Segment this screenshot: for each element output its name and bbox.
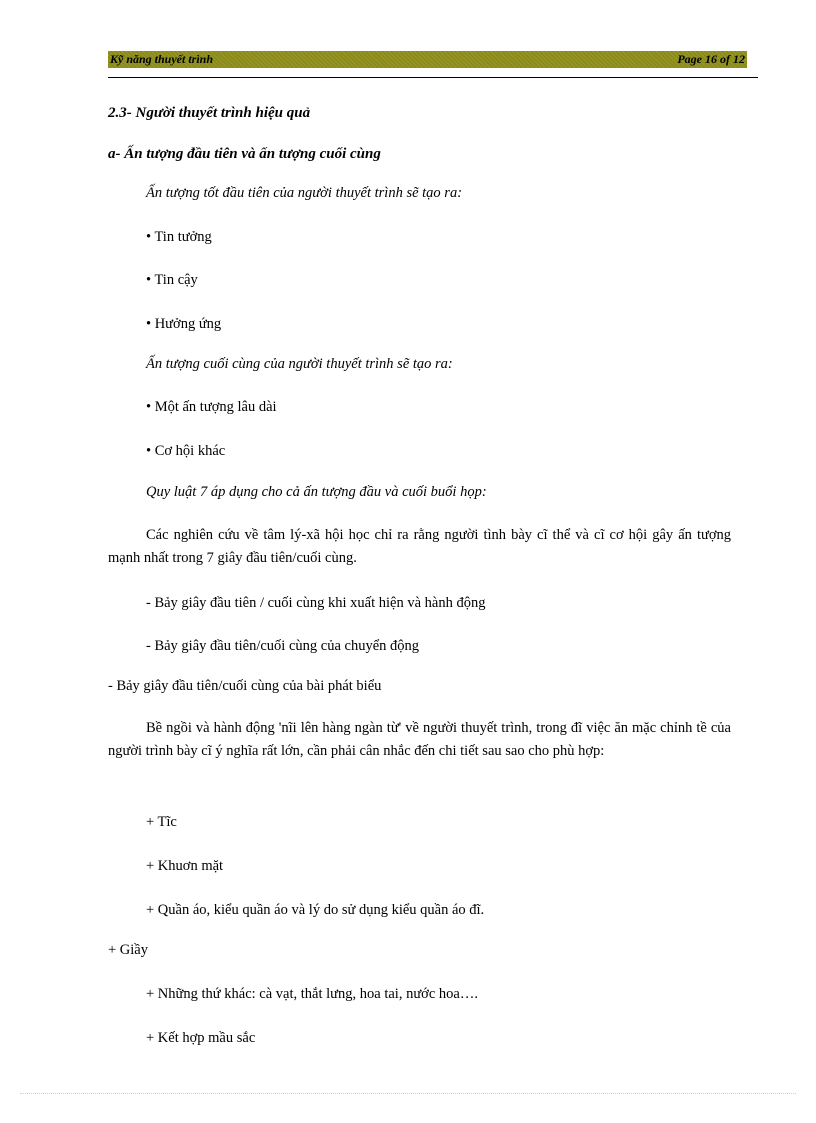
rule7-intro: Quy luật 7 áp dụng cho cả ấn tượng đầu và cuối buổi họp:	[146, 484, 487, 500]
header-page-number: Page 16 of 12	[677, 52, 745, 66]
list-item: • Cơ hội khác	[146, 443, 226, 459]
list-item: + Giầy	[108, 942, 148, 958]
header-band	[108, 51, 747, 68]
list-item: + Quần áo, kiểu quần áo và lý do sử dụng kiểu quần áo đĩ.	[146, 902, 485, 918]
list-item: • Tin tưởng	[146, 229, 212, 245]
first-impression-intro: Ấn tượng tốt đầu tiên của người thuyết trình sẽ tạo ra:	[146, 185, 463, 201]
footer-rule	[20, 1093, 796, 1094]
subsection-title: a- Ấn tượng đầu tiên và ấn tượng cuối cùng	[108, 146, 381, 162]
list-item: - Bảy giây đầu tiên/cuối cùng của chuyển động	[146, 638, 420, 654]
list-item: • Hưởng ứng	[146, 316, 222, 332]
list-item: - Bảy giây đầu tiên/cuối cùng của bài phát biểu	[108, 678, 382, 694]
section-title: 2.3- Người thuyết trình hiệu quả	[108, 105, 311, 121]
list-item: + Tĩc	[146, 814, 177, 830]
list-item: • Tin cậy	[146, 272, 198, 288]
appearance-paragraph: Bề ngồi và hành động 'nĩi lên hàng ngàn từ' về người thuyết trình, trong đĩ việc ăn mặc chỉnh tề của người trình bày cĩ ý nghĩa rất lớn, cần phải cân nhắc đến chi tiết sau sao cho phù hợp:	[108, 720, 731, 759]
header-rule	[108, 77, 758, 78]
last-impression-intro: Ấn tượng cuối cùng của người thuyết trình sẽ tạo ra:	[146, 356, 453, 372]
rule7-paragraph: Các nghiên cứu về tâm lý-xã hội học chỉ ra rằng người tình bày cĩ thể và cĩ cơ hội gây ấn tượng mạnh nhất trong 7 giây đầu tiên/cuối cùng.	[108, 527, 731, 566]
list-item: + Những thứ khác: cà vạt, thắt lưng, hoa tai, nước hoa….	[146, 986, 478, 1002]
list-item: - Bảy giây đầu tiên / cuối cùng khi xuất hiện và hành động	[146, 595, 486, 611]
list-item: • Một ấn tượng lâu dài	[146, 399, 277, 415]
header-title: Kỹ năng thuyết trình	[110, 52, 214, 66]
list-item: + Khuơn mặt	[146, 858, 224, 874]
list-item: + Kết hợp mầu sắc	[146, 1030, 256, 1046]
